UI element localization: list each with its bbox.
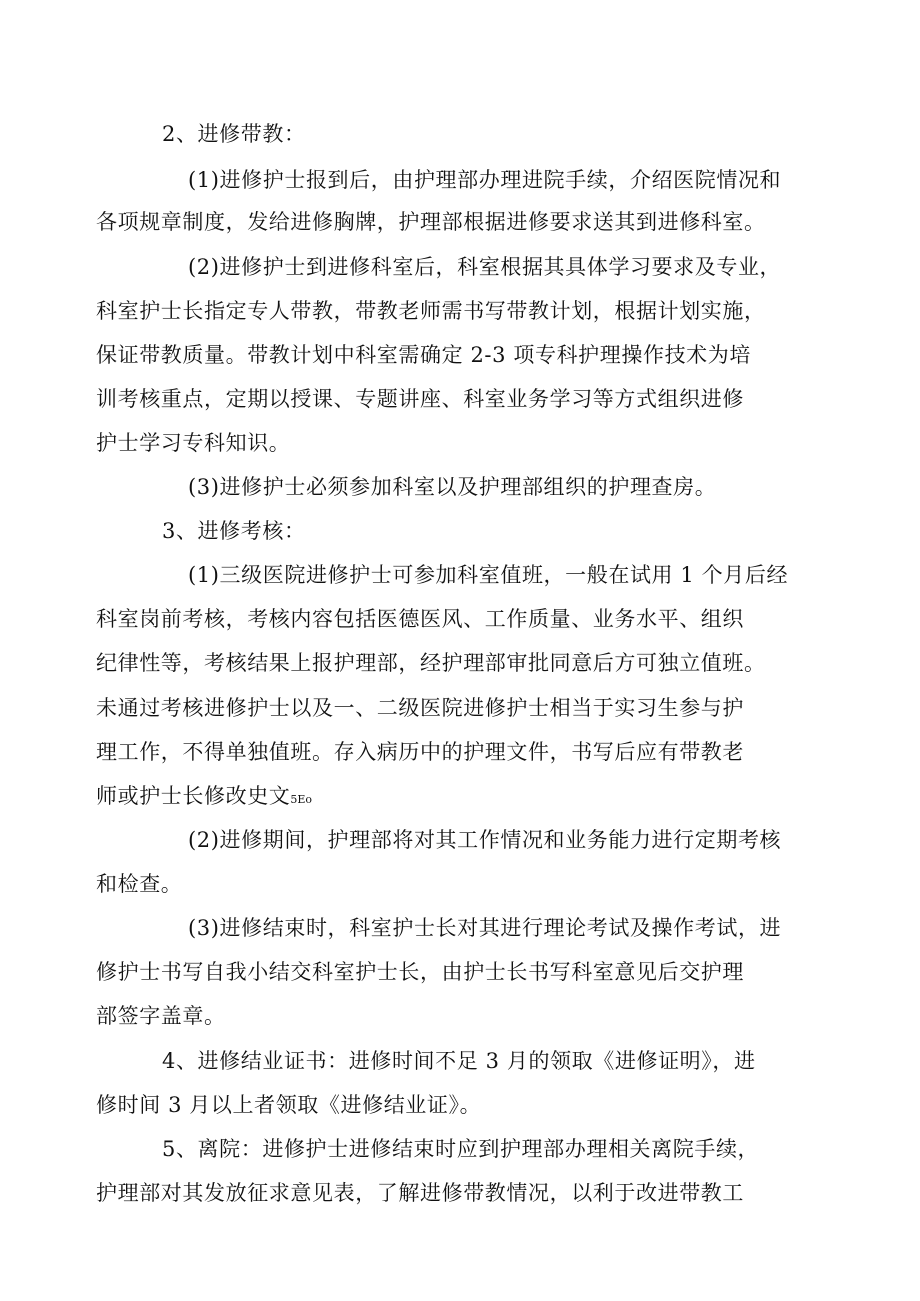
text-line-6: 保证带教质量。带教计划中科室需确定 2-3 项专科护理操作技术为培	[96, 343, 751, 367]
text-line-18: 和检查。	[96, 872, 183, 896]
text-line-23: 修时间 3 月以上者领取《进修结业证》。	[96, 1093, 482, 1117]
text-line-12: 科室岗前考核，考核内容包括医德医风、工作质量、业务水平、组织	[96, 607, 744, 631]
text-line-20: 修护士书写自我小结交科室护士长，由护士长书写科室意见后交护理	[96, 960, 744, 984]
text-line-10: 3、进修考核：	[162, 519, 306, 543]
text-line-3: 各项规章制度，发给进修胸牌，护理部根据进修要求送其到进修科室。	[96, 210, 766, 234]
text-line-7: 训考核重点，定期以授课、专题讲座、科室业务学习等方式组织进修	[96, 387, 744, 411]
text-line-13: 纪律性等，考核结果上报护理部，经护理部审批同意后方可独立值班。	[96, 651, 766, 675]
text-line-14: 未通过考核进修护士以及一、二级医院进修护士相当于实习生参与护	[96, 696, 744, 720]
text-line-1: 2、进修带教：	[162, 122, 306, 146]
text-line-15: 理工作，不得单独值班。存入病历中的护理文件，书写后应有带教老	[96, 740, 744, 764]
text-line-11: (1)三级医院进修护士可参加科室值班，一般在试用 1 个月后经	[188, 563, 789, 587]
text-line-8: 护士学习专科知识。	[96, 431, 291, 455]
text-line-16-main: 师或护士长修改史文	[96, 784, 291, 808]
text-line-22: 4、进修结业证书：进修时间不足 3 月的领取《进修证明》，进	[162, 1049, 756, 1073]
text-line-5: 科室护士长指定专人带教，带教老师需书写带教计划，根据计划实施，	[96, 299, 766, 323]
text-line-2: (1)进修护士报到后，由护理部办理进院手续，介绍医院情况和	[188, 168, 782, 192]
text-line-21: 部签字盖章。	[96, 1004, 226, 1028]
text-line-17: (2)进修期间，护理部将对其工作情况和业务能力进行定期考核	[188, 828, 782, 852]
text-line-16	[96, 781, 312, 811]
text-line-4: (2)进修护士到进修科室后，科室根据其具体学习要求及专业，	[188, 255, 782, 279]
text-line-16-suffix: 5Eo	[290, 793, 313, 806]
text-line-9: (3)进修护士必须参加科室以及护理部组织的护理查房。	[188, 475, 717, 499]
text-line-25: 护理部对其发放征求意见表，了解进修带教情况，以利于改进带教工	[96, 1181, 744, 1205]
text-line-19: (3)进修结束时，科室护士长对其进行理论考试及操作考试，进	[188, 916, 782, 940]
text-line-24: 5、离院：进修护士进修结束时应到护理部办理相关离院手续，	[162, 1137, 760, 1161]
